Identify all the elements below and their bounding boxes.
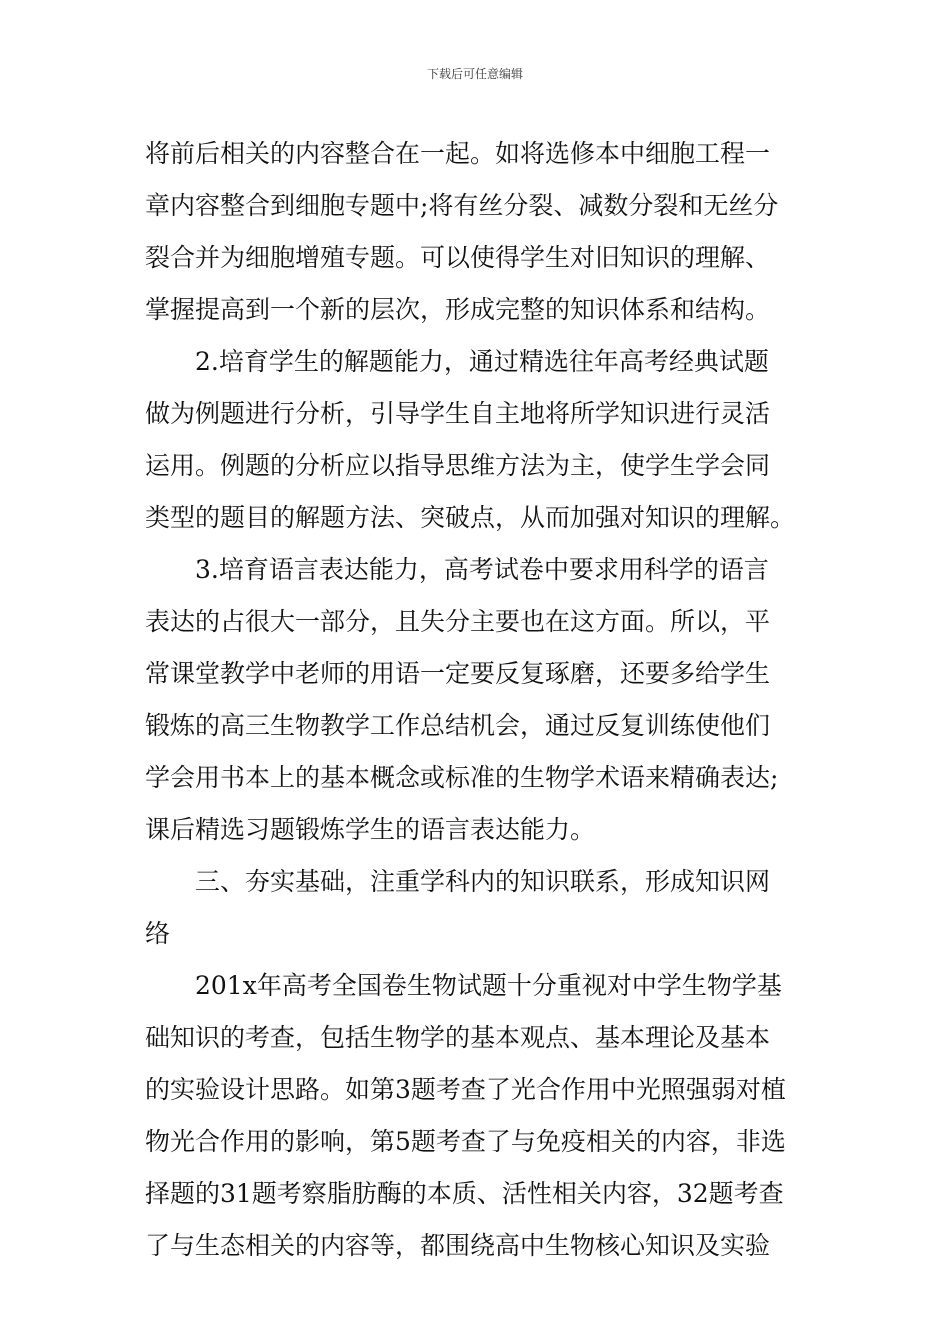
- text-line: 运用。例题的分析应以指导思维方法为主，使学生学会同: [145, 451, 771, 480]
- text-line: 锻炼的高三生物教学工作总结机会，通过反复训练使他们: [145, 711, 771, 740]
- text-line: 了与生态相关的内容等，都围绕高中生物核心知识及实验: [145, 1231, 771, 1260]
- text-line: 类型的题目的解题方法、突破点，从而加强对知识的理解。: [145, 503, 796, 532]
- paragraph-first-line: 3.培育语言表达能力，高考试卷中要求用科学的语言: [195, 555, 769, 584]
- document-body: [145, 128, 810, 1272]
- text-line: 做为例题进行分析，引导学生自主地将所学知识进行灵活: [145, 399, 771, 428]
- text-line: 础知识的考查，包括生物学的基本观点、基本理论及基本: [145, 1023, 771, 1052]
- page-header: 下载后可任意编辑: [426, 67, 523, 81]
- text-line: 的实验设计思路。如第3题考查了光合作用中光照强弱对植: [145, 1075, 786, 1104]
- text-line: 物光合作用的影响，第5题考查了与免疫相关的内容，非选: [145, 1127, 786, 1156]
- paragraph-first-line: 201x年高考全国卷生物试题十分重视对中学生物学基: [195, 971, 782, 1000]
- text-line: 裂合并为细胞增殖专题。可以使得学生对旧知识的理解、: [145, 243, 771, 272]
- text-line: 择题的31题考察脂肪酶的本质、活性相关内容，32题考查: [145, 1179, 784, 1208]
- text-line: 掌握提高到一个新的层次，形成完整的知识体系和结构。: [145, 295, 771, 324]
- text-line: 章内容整合到细胞专题中;将有丝分裂、减数分裂和无丝分: [145, 191, 779, 220]
- section-heading-continued: 络: [145, 919, 171, 948]
- text-line: 课后精选习题锻炼学生的语言表达能力。: [145, 815, 596, 844]
- section-heading: 三、夯实基础，注重学科内的知识联系，形成知识网: [195, 867, 771, 896]
- paragraph-first-line: 2.培育学生的解题能力，通过精选往年高考经典试题: [195, 347, 769, 376]
- text-line: 学会用书本上的基本概念或标准的生物学术语来精确表达;: [145, 763, 779, 792]
- text-line: 表达的占很大一部分，且失分主要也在这方面。所以，平: [145, 607, 771, 636]
- text-line: 常课堂教学中老师的用语一定要反复琢磨，还要多给学生: [145, 659, 771, 688]
- text-line: 将前后相关的内容整合在一起。如将选修本中细胞工程一: [145, 139, 771, 168]
